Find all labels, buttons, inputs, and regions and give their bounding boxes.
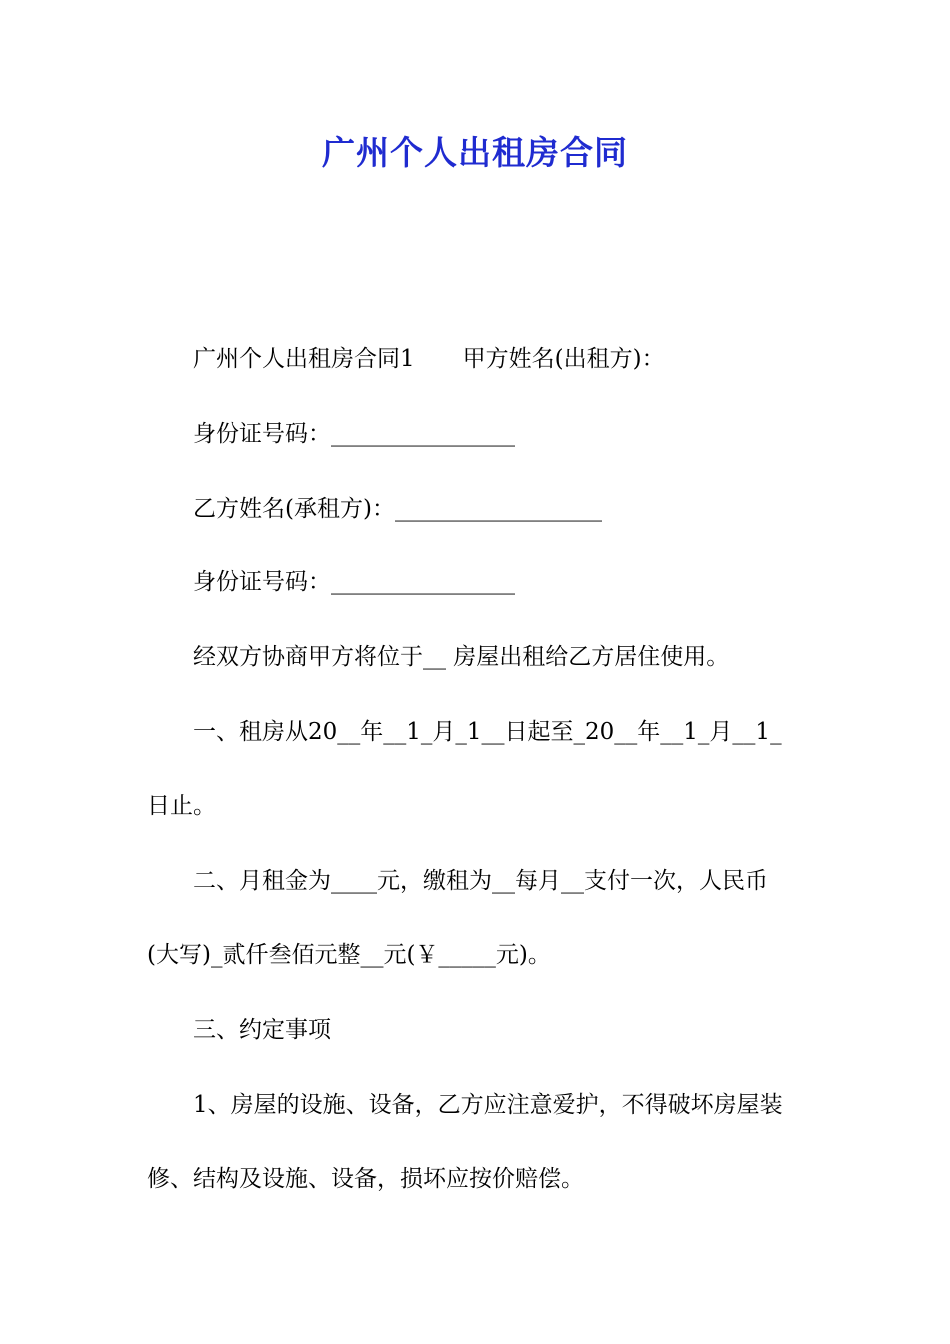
clause-3-heading: 三、约定事项 bbox=[193, 1017, 331, 1043]
party-b-name-line: 乙方姓名(承租方)：__________________ bbox=[193, 496, 602, 522]
clause-1-continuation: 日止。 bbox=[147, 793, 216, 819]
party-b-id-line: 身份证号码：________________ bbox=[193, 569, 515, 595]
party-a-name-label: 甲方姓名(出租方)： bbox=[462, 346, 665, 372]
clause-2-continuation: (大写)_贰仟叁佰元整__元(￥_____元)。 bbox=[147, 942, 551, 968]
clause-1-lease-term: 一、租房从20__年__1_月_1__日起至_20__年__1_月__1_ bbox=[193, 719, 782, 745]
party-a-id-line: 身份证号码：________________ bbox=[193, 421, 515, 447]
paragraph-contract-heading bbox=[193, 343, 813, 375]
contract-number-label: 广州个人出租房合同1 bbox=[193, 346, 415, 372]
clause-3-item-1: 1、房屋的设施、设备，乙方应注意爱护，不得破坏房屋装 bbox=[193, 1092, 783, 1118]
clause-3-item-1-continuation: 修、结构及设施、设备，损坏应按价赔偿。 bbox=[147, 1166, 584, 1192]
document-title: 广州个人出租房合同 bbox=[322, 133, 628, 172]
clause-2-rent: 二、月租金为____元，缴租为__每月__支付一次，人民币 bbox=[193, 868, 768, 894]
property-location-line: 经双方协商甲方将位于__ 房屋出租给乙方居住使用。 bbox=[193, 644, 730, 670]
